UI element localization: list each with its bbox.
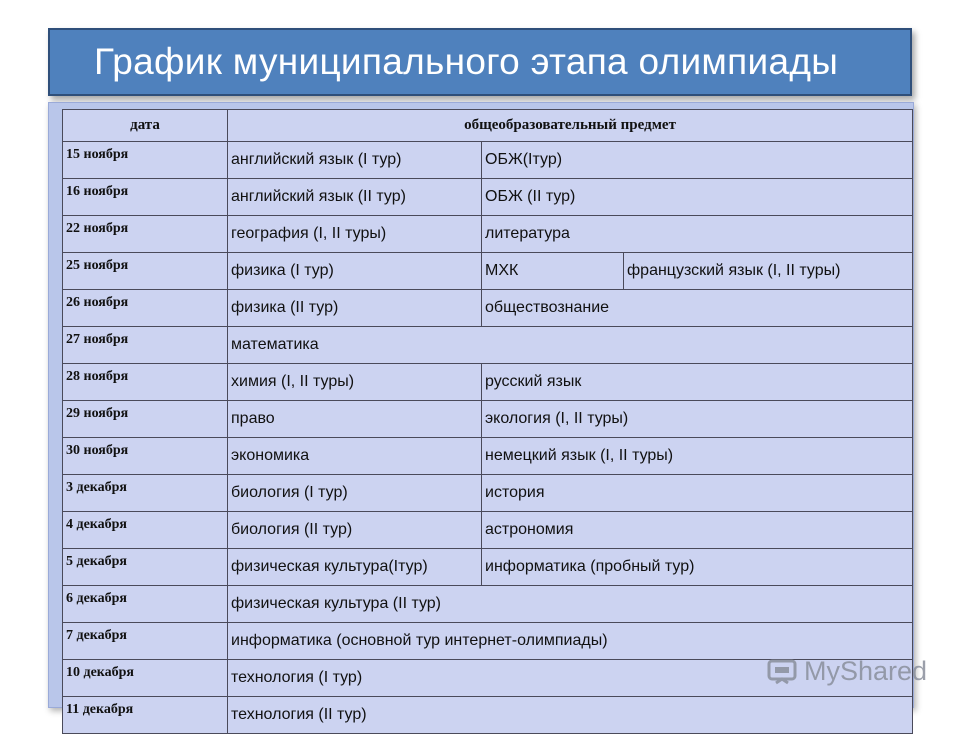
date-cell: 27 ноября [63,327,228,364]
table-header-row [63,110,913,142]
watermark-text: MyShared [804,656,928,686]
date-cell: 16 ноября [63,179,228,216]
date-cell: 7 декабря [63,623,228,660]
subject-cell: обществознание [482,290,913,327]
watermark [766,656,927,687]
date-cell: 11 декабря [63,697,228,734]
subject-cell: математика [228,327,913,364]
table-row [63,179,913,216]
subject-cell: литература [482,216,913,253]
subject-cell: технология (I тур) [228,660,913,697]
date-cell: 29 ноября [63,401,228,438]
subject-cell: физическая культура(Iтур) [228,549,482,586]
table-row [63,364,913,401]
table-row [63,623,913,660]
header-subject: общеобразовательный предмет [228,110,913,142]
subject-cell: биология (II тур) [228,512,482,549]
header-date: дата [63,110,228,142]
date-cell: 6 декабря [63,586,228,623]
subject-cell: химия (I, II туры) [228,364,482,401]
date-cell: 28 ноября [63,364,228,401]
subject-cell: русский язык [482,364,913,401]
table-row [63,216,913,253]
date-cell: 30 ноября [63,438,228,475]
date-cell: 4 декабря [63,512,228,549]
date-cell: 5 декабря [63,549,228,586]
date-cell: 15 ноября [63,142,228,179]
table-row [63,327,913,364]
myshared-logo-icon [766,657,800,687]
table-row [63,512,913,549]
subject-cell: право [228,401,482,438]
subject-cell: физика (I тур) [228,253,482,290]
date-cell: 22 ноября [63,216,228,253]
date-cell: 3 декабря [63,475,228,512]
subject-cell: ОБЖ(Iтур) [482,142,913,179]
subject-cell: французский язык (I, II туры) [624,253,913,290]
subject-cell: информатика (основной тур интернет-олимпиады) [228,623,913,660]
subject-cell: физическая культура (II тур) [228,586,913,623]
date-cell: 10 декабря [63,660,228,697]
table-row [63,290,913,327]
subject-cell: английский язык (I тур) [228,142,482,179]
subject-cell: английский язык (II тур) [228,179,482,216]
subject-cell: география (I, II туры) [228,216,482,253]
table-body [63,142,913,734]
table-row [63,253,913,290]
subject-cell: физика (II тур) [228,290,482,327]
date-cell: 26 ноября [63,290,228,327]
schedule-table [62,109,913,734]
table-row [63,142,913,179]
subject-cell: ОБЖ (II тур) [482,179,913,216]
subject-cell: немецкий язык (I, II туры) [482,438,913,475]
table-row [63,438,913,475]
subject-cell: биология (I тур) [228,475,482,512]
subject-cell: астрономия [482,512,913,549]
title-bar [48,28,912,96]
table-row [63,549,913,586]
page-title: График муниципального этапа олимпиады [94,41,839,82]
table-row [63,697,913,734]
subject-cell: экология (I, II туры) [482,401,913,438]
subject-cell: МХК [482,253,624,290]
table-row [63,586,913,623]
subject-cell: экономика [228,438,482,475]
subject-cell: информатика (пробный тур) [482,549,913,586]
table-row [63,475,913,512]
date-cell: 25 ноября [63,253,228,290]
subject-cell: технология (II тур) [228,697,913,734]
table-row [63,401,913,438]
subject-cell: история [482,475,913,512]
